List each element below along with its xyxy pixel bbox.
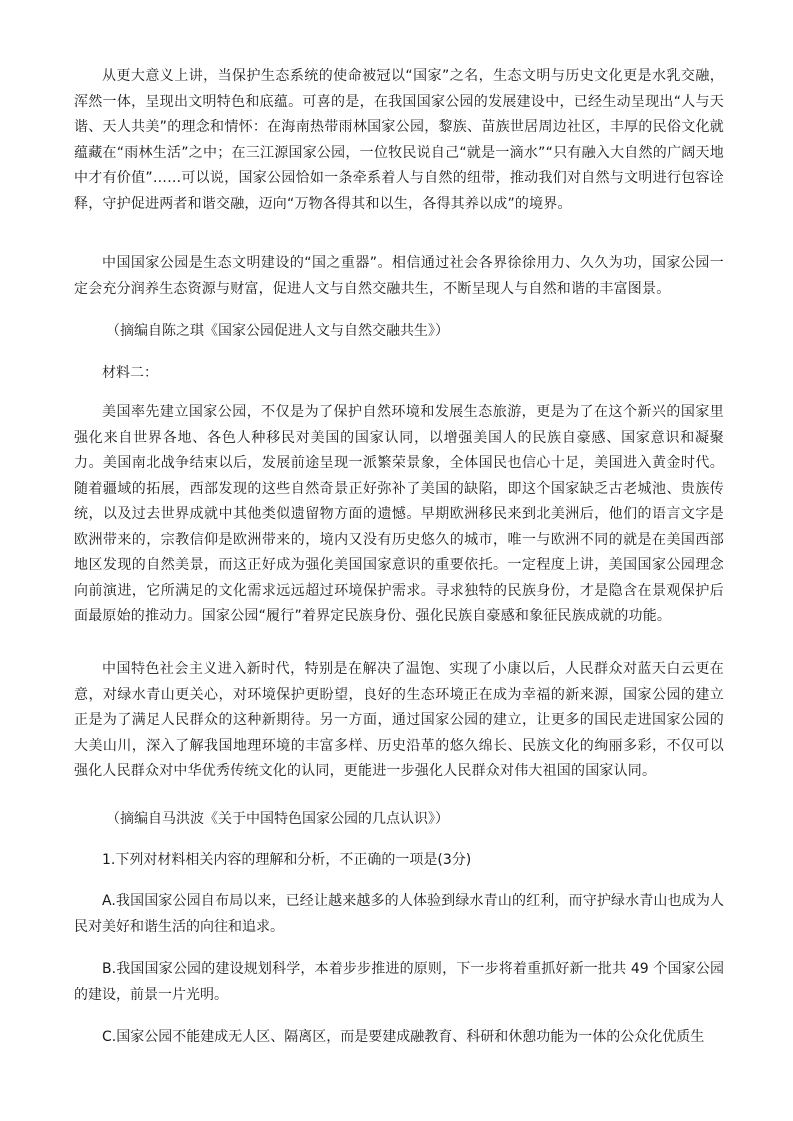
material2-label: 材料二： <box>102 365 158 381</box>
material2-paragraph-2: 中国特色社会主义进入新时代，特别是在解决了温饱、实现了小康以后，人民群众对蓝天白云更在意，对绿水青山更关心，对环境保护更盼望，良好的生态环境正在成为幸福的新来源，国家公园的建立正是为了满足人民群众的这种新期待。另一方面，通过国家公园的建立，让更多的国民走进国家公园的大美山川，深入了解我国地理环境的丰富多样、历史沿革的悠久绵长、民族文化的绚丽多彩，不仅可以强化人民群众对中华优秀传统文化的认同，更能进一步强化人民群众对伟大祖国的国家认同。 <box>74 661 724 779</box>
material1-paragraph-1: 从更大意义上讲，当保护生态系统的使命被冠以“国家”之名，生态文明与历史文化更是水乳交融，浑然一体，呈现出文明特色和底蕴。可喜的是，在我国国家公园的发展建设中，已经生动呈现出“人与天谐、天人共美”的理念和情怀：在海南热带雨林国家公园，黎族、苗族世居周边社区，丰厚的民俗文化就蕴藏在“雨林生活”之中；在三江源国家公园，一位牧民说自己“就是一滴水”“只有融入大自然的广阔天地中才有价值”……可以说，国家公园恰如一条牵系着人与自然的纽带，推动我们对自然与文明进行包容诠释，守护促进两者和谐交融，迈向“万物各得其和以生，各得其养以成”的境界。 <box>74 68 724 212</box>
option-a: A.我国国家公园自布局以来，已经让越来越多的人体验到绿水青山的红利，而守护绿水青山也成为人民对美好和谐生活的向往和追求。 <box>74 893 724 935</box>
material1-source: （摘编自陈之琪《国家公园促进人文与自然交融共生》） <box>106 323 449 339</box>
question-stem: 1.下列对材料相关内容的理解和分析，不正确的一项是(3分) <box>102 852 472 868</box>
material2-paragraph-1: 美国率先建立国家公园，不仅是为了保护自然环境和发展生态旅游，更是为了在这个新兴的国家里强化来自世界各地、各色人种移民对美国的国家认同，以增强美国人的民族自豪感、国家意识和凝聚力。美国南北战争结束以后，发展前途呈现一派繁荣景象，全体国民也信心十足，美国进入黄金时代。随着疆域的拓展，西部发现的这些自然奇景正好弥补了美国的缺陷，即这个国家缺乏古老城池、贵族传统，以及过去世界成就中其他类似遗留物方面的遗憾。早期欧洲移民来到北美洲后，他们的语言文字是欧洲带来的，宗教信仰是欧洲带来的，境内又没有历史悠久的城市，唯一与欧洲不同的就是在美国西部地区发现的自然美景，而这正好成为强化美国国家意识的重要依托。一定程度上讲，美国国家公园理念向前演进，它所满足的文化需求远远超过环境保护需求。寻求独特的民族身份，才是隐含在景观保护后面最原始的推动力。国家公园“履行”着界定民族身份、强化民族自豪感和象征民族成就的功能。 <box>74 404 724 624</box>
material1-paragraph-2: 中国国家公园是生态文明建设的“国之重器”。相信通过社会各界徐徐用力、久久为功，国家公园一定会充分润养生态资源与财富，促进人文与自然交融共生，不断呈现人与自然和谐的丰富图景。 <box>74 255 724 297</box>
option-c: C.国家公园不能建成无人区、隔离区，而是要建成融教育、科研和休憩功能为一体的公众化优质生 <box>102 1029 705 1045</box>
material2-source: （摘编自马洪波《关于中国特色国家公园的几点认识》） <box>106 811 449 827</box>
option-b: B.我国国家公园的建设规划科学，本着步步推进的原则，下一步将着重抓好新一批共 49 个国家公园的建设，前景一片光明。 <box>74 961 724 1003</box>
